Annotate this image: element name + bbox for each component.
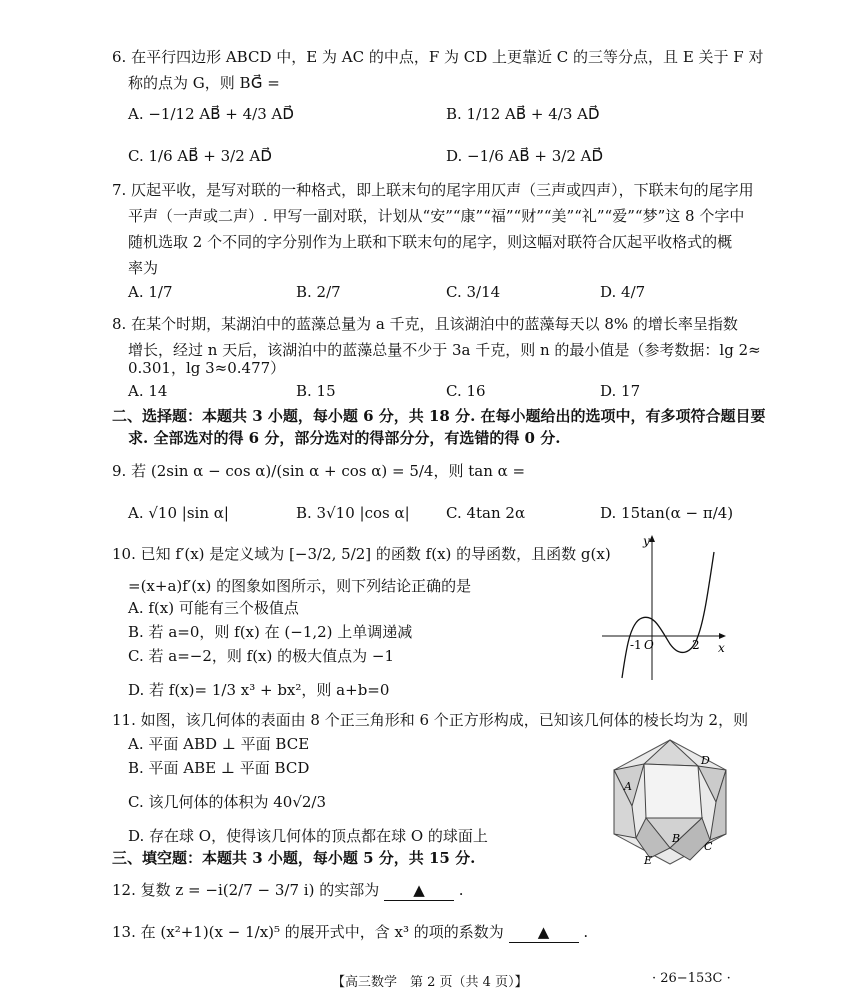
q7-option-b: B. 2/7 <box>296 283 341 301</box>
g-curve <box>622 552 714 678</box>
q8-option-c: C. 16 <box>446 382 486 400</box>
q9-option-c: C. 4tan 2α <box>446 504 526 522</box>
q12-line <box>112 880 464 901</box>
q6-option-b: B. 1/12 AB⃗ + 4/3 AD⃗ <box>446 105 600 123</box>
vertex-label-b: B <box>672 832 681 845</box>
q10-function-graph <box>600 532 730 682</box>
q7-option-c: C. 3/14 <box>446 283 501 301</box>
q8-option-d: D. 17 <box>600 382 641 400</box>
q11-stem: 11. 如图，该几何体的表面由 8 个正三角形和 6 个正方形构成，已知该几何体的棱长均为 2，则 <box>112 711 749 729</box>
q9-option-b: B. 3√10 |cos α| <box>296 504 410 522</box>
face-front-square <box>644 764 702 818</box>
q10-option-d: D. 若 f(x)= 1/3 x³ + bx²，则 a+b=0 <box>128 681 390 699</box>
q13-answer-blank[interactable]: ▲ <box>509 922 579 943</box>
q6-option-d: D. −1/6 AB⃗ + 3/2 AD⃗ <box>446 147 604 165</box>
q10-line2: =(x+a)f′(x) 的图象如图所示，则下列结论正确的是 <box>128 577 472 595</box>
section2-line2: 求. 全部选对的得 6 分，部分选对的得部分分，有选错的得 0 分. <box>128 429 561 447</box>
x-axis-arrow <box>719 633 726 639</box>
tick-label-pos: 2 <box>692 638 700 652</box>
q7-option-d: D. 4/7 <box>600 283 646 301</box>
y-axis-label: y <box>643 534 650 548</box>
section2-line1: 二、选择题：本题共 3 小题，每小题 6 分，共 18 分. 在每小题给出的选项中，有多项符合题目要 <box>112 407 766 425</box>
q11-option-c: C. 该几何体的体积为 40√2/3 <box>128 793 327 811</box>
q13-end: . <box>583 923 589 941</box>
origin-label: O <box>644 638 654 652</box>
q12-end: . <box>458 881 464 899</box>
q6-option-c: C. 1/6 AB⃗ + 3/2 AD⃗ <box>128 147 272 165</box>
vertex-label-e: E <box>644 854 653 867</box>
q11-option-a: A. 平面 ABD ⊥ 平面 BCE <box>128 735 310 753</box>
q10-line1: 10. 已知 f′(x) 是定义域为 [−3/2, 5/2] 的函数 f(x) 的导函数，且函数 g(x) <box>112 545 611 563</box>
q7-line4: 率为 <box>128 259 159 277</box>
footer-code: · 26−153C · <box>652 971 731 986</box>
q8-line3: 0.301，lg 3≈0.477） <box>128 359 286 377</box>
q13-line <box>112 922 588 943</box>
q8-line2: 增长，经过 n 天后，该湖泊中的蓝藻总量不少于 3a 千克，则 n 的最小值是（参考数据：lg 2≈ <box>128 341 761 359</box>
q7-option-a: A. 1/7 <box>128 283 173 301</box>
q9-option-d: D. 15tan(α − π/4) <box>600 504 734 522</box>
q10-option-c: C. 若 a=−2，则 f(x) 的极大值点为 −1 <box>128 647 395 665</box>
q6-line1: 6. 在平行四边形 ABCD 中，E 为 AC 的中点，F 为 CD 上更靠近 C 的三等分点，且 E 关于 F 对 <box>112 48 764 66</box>
vertex-label-a: A <box>624 780 632 793</box>
q9-option-a: A. √10 |sin α| <box>128 504 229 522</box>
vertex-label-d: D <box>701 754 710 767</box>
q6-option-a: A. −1/12 AB⃗ + 4/3 AD⃗ <box>128 105 294 123</box>
q7-line1: 7. 仄起平收，是写对联的一种格式，即上联末句的尾字用仄声（三声或四声），下联末句的尾字用 <box>112 181 754 199</box>
q8-line1: 8. 在某个时期，某湖泊中的蓝藻总量为 a 千克，且该湖泊中的蓝藻每天以 8% 的增长率呈指数 <box>112 315 738 333</box>
section3-heading: 三、填空题：本题共 3 小题，每小题 5 分，共 15 分. <box>112 849 476 867</box>
q7-line2: 平声（一声或二声）. 甲写一副对联，计划从“安”“康”“福”“财”“美”“礼”“爱”“梦”这 8 个字中 <box>128 207 745 225</box>
q8-option-b: B. 15 <box>296 382 336 400</box>
q12-answer-blank[interactable]: ▲ <box>384 880 454 901</box>
vertex-label-c: C <box>704 840 713 853</box>
q10-option-a: A. f(x) 可能有三个极值点 <box>128 599 299 617</box>
q9-stem: 9. 若 (2sin α − cos α)/(sin α + cos α) = 5/4，则 tan α = <box>112 462 526 480</box>
q7-line3: 随机选取 2 个不同的字分别作为上联和下联末句的尾字，则这幅对联符合仄起平收格式的概 <box>128 233 733 251</box>
cuboctahedron-figure <box>606 736 734 868</box>
tick-label-neg: -1 <box>630 638 642 652</box>
y-axis-arrow <box>649 535 655 542</box>
q8-option-a: A. 14 <box>128 382 168 400</box>
q12-stem: 12. 复数 z = −i(2/7 − 3/7 i) 的实部为 <box>112 881 380 899</box>
x-axis-label: x <box>718 641 725 655</box>
q10-option-b: B. 若 a=0，则 f(x) 在 (−1,2) 上单调递减 <box>128 623 413 641</box>
q11-option-b: B. 平面 ABE ⊥ 平面 BCD <box>128 759 310 777</box>
q13-stem: 13. 在 (x²+1)(x − 1/x)⁵ 的展开式中，含 x³ 的项的系数为 <box>112 923 504 941</box>
q11-option-d: D. 存在球 O，使得该几何体的顶点都在球 O 的球面上 <box>128 827 488 845</box>
q6-line2: 称的点为 G，则 BG⃗ = <box>128 74 280 92</box>
footer-page-info: 【高三数学 第 2 页（共 4 页）】 <box>332 975 528 990</box>
